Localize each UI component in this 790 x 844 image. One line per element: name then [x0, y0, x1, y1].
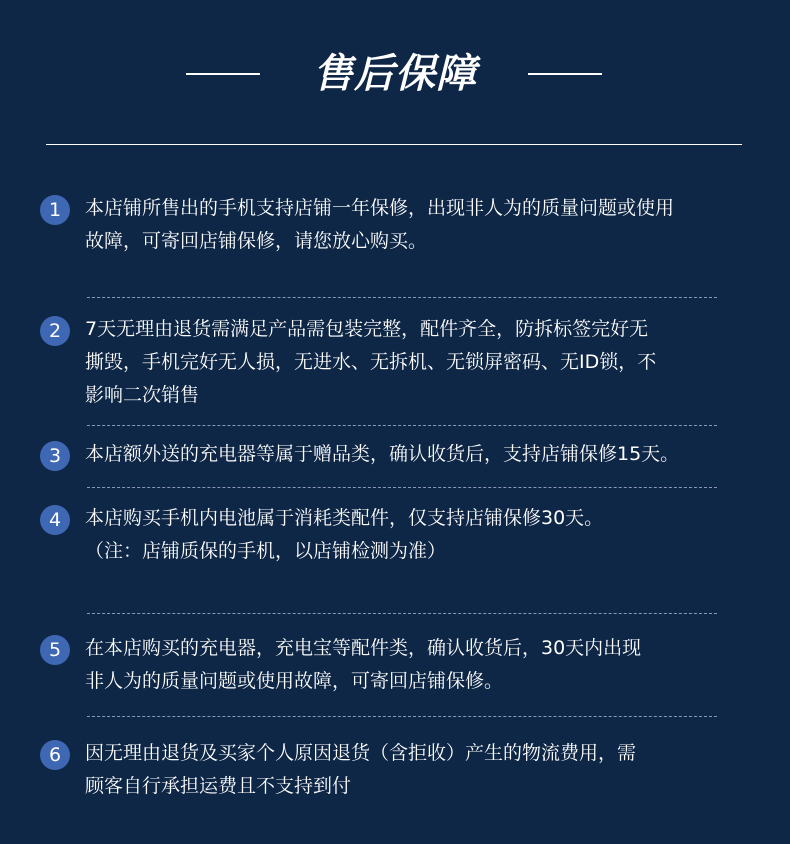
- item-text-line: 顾客自行承担运费且不支持到付: [85, 775, 352, 797]
- item-text-line: 影响二次销售: [85, 384, 200, 406]
- title-divider: [46, 144, 742, 145]
- item-text-line: 故障，可寄回店铺保修，请您放心购买。: [85, 230, 428, 252]
- item-text-line: 本店额外送的充电器等属于赠品类，确认收货后，支持店铺保修15天。: [85, 443, 680, 465]
- item-number-badge: 6: [40, 740, 70, 770]
- item-text-line: （注：店铺质保的手机，以店铺检测为准）: [85, 540, 447, 562]
- item-text: [85, 313, 755, 412]
- item-text: [85, 737, 755, 803]
- dashed-divider: [87, 487, 717, 488]
- item-text-line: 在本店购买的充电器，充电宝等配件类，确认收货后，30天内出现: [85, 637, 642, 659]
- page-title: 售后保障: [313, 51, 477, 97]
- title-row: [0, 46, 790, 102]
- item-number-badge: 2: [40, 316, 70, 346]
- item-text-line: 撕毁，手机完好无人损，无进水、无拆机、无锁屏密码、无ID锁，不: [85, 351, 657, 373]
- item-text-line: 7天无理由退货需满足产品需包装完整，配件齐全，防拆标签完好无: [85, 318, 649, 340]
- item-text-line: 非人为的质量问题或使用故障，可寄回店铺保修。: [85, 670, 504, 692]
- item-text-line: 因无理由退货及买家个人原因退货（含拒收）产生的物流费用，需: [85, 742, 637, 764]
- dashed-divider: [87, 716, 717, 717]
- item-text: [85, 632, 755, 698]
- item-number-badge: 3: [40, 441, 70, 471]
- item-number-badge: 4: [40, 505, 70, 535]
- item-number-badge: 1: [40, 195, 70, 225]
- item-number-badge: 5: [40, 635, 70, 665]
- dashed-divider: [87, 425, 717, 426]
- dashed-divider: [87, 613, 717, 614]
- item-text: [85, 502, 755, 568]
- item-text-line: 本店铺所售出的手机支持店铺一年保修，出现非人为的质量问题或使用: [85, 197, 675, 219]
- item-text: [85, 438, 755, 471]
- item-text-line: 本店购买手机内电池属于消耗类配件，仅支持店铺保修30天。: [85, 507, 604, 529]
- dashed-divider: [87, 297, 717, 298]
- title-right-line: [528, 73, 602, 75]
- item-text: [85, 192, 755, 258]
